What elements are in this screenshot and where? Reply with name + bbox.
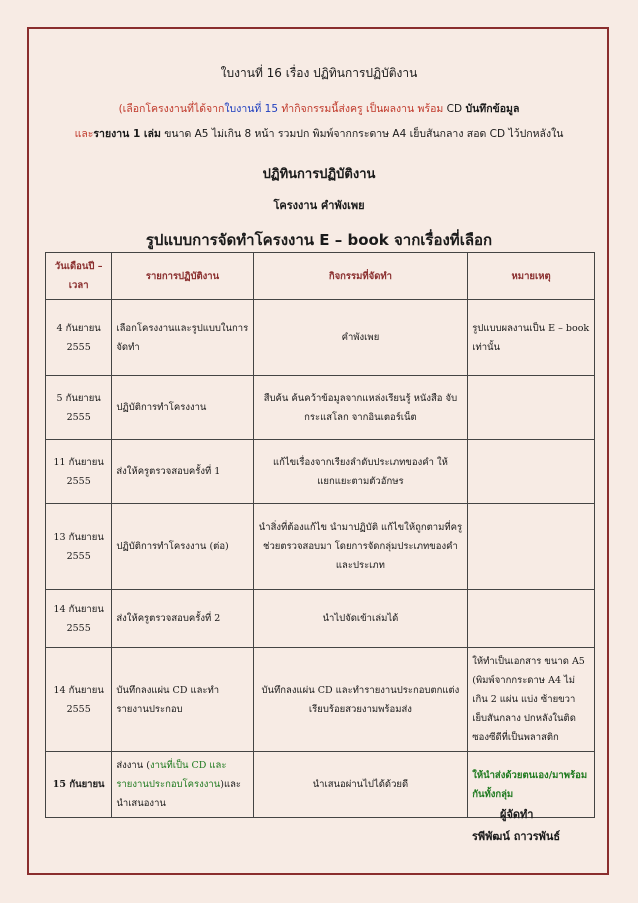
cell-note [468, 440, 595, 504]
worksheet-title: ใบงานที่ 16 เรื่อง ปฏิทินการปฏิบัติงาน [220, 66, 418, 80]
table-header-row [46, 253, 595, 300]
cell-date: 5 กันยายน 2555 [46, 376, 112, 440]
cell-activity: ปฏิบัติการทำโครงงาน (ต่อ) [112, 504, 253, 590]
instr1-d: CD [446, 103, 466, 115]
table-row [46, 590, 595, 648]
cell-event: สืบค้น ค้นคว้าข้อมูลจากแหล่งเรียนรู้ หนังสือ จับกระแสโลก จากอินเตอร์เน็ต [253, 376, 468, 440]
instr1-c: ทำกิจกรรมนี้ส่งครู เป็นผลงาน พร้อม [278, 103, 447, 115]
schedule-table [45, 252, 595, 818]
cell-activity: ส่งให้ครูตรวจสอบครั้งที่ 1 [112, 440, 253, 504]
project-name: โครงงาน คำพังเพย [273, 199, 365, 212]
cell-activity [112, 752, 253, 818]
instruction-line-1 [0, 100, 638, 117]
cell-date: 14 กันยายน 2555 [46, 590, 112, 648]
cell-event: นำไปจัดเข้าเล่มได้ [253, 590, 468, 648]
table-row [46, 376, 595, 440]
cell-activity: ปฏิบัติการทำโครงงาน [112, 376, 253, 440]
cell-date: 14 กันยายน 2555 [46, 648, 112, 752]
col-date: วันเดือนปี – เวลา [46, 253, 112, 300]
cell-note: ให้ทำเป็นเอกสาร ขนาด A5 (พิมพ์จากกระดาษ A4 ไม่เกิน 2 แผ่น แบ่ง ซ้ายขวา เย็บสันกลาง ปกหลังในติดซองซีดีที่เป็นพลาสติก [468, 648, 595, 752]
signature-name: รพีพัฒน์ ถาวรพันธ์ [472, 830, 561, 843]
table-row [46, 440, 595, 504]
table-row [46, 300, 595, 376]
table-row [46, 648, 595, 752]
instr2-c: ขนาด A5 ไม่เกิน 8 หน้า รวมปก พิมพ์จากกระดาษ A4 เย็บสันกลาง สอด CD ไว้ปกหลังใน [160, 128, 564, 140]
cell-event: บันทึกลงแผ่น CD และทำรายงานประกอบตกแต่งเรียบร้อยสวยงามพร้อมส่ง [253, 648, 468, 752]
cell-date: 11 กันยายน 2555 [46, 440, 112, 504]
cell-activity: ส่งให้ครูตรวจสอบครั้งที่ 2 [112, 590, 253, 648]
cell-event: นำสิ่งที่ต้องแก้ไข นำมาปฏิบัติ แก้ไขให้ถูกตามที่ครูช่วยตรวจสอบมา โดยการจัดกลุ่มประเภทของคำ และประเภท [253, 504, 468, 590]
signature-label: ผู้จัดทำ [500, 808, 534, 821]
instr1-e: บันทึกข้อมูล [465, 103, 520, 115]
cell-activity: เลือกโครงงานและรูปแบบในการจัดทำ [112, 300, 253, 376]
cell-note: ให้นำส่งด้วยตนเอง/มาพร้อมกันทั้งกลุ่ม [468, 752, 595, 818]
cell-event: แก้ไขเรื่องจากเรียงลำดับประเภทของคำ ให้แยกแยะตามตัวอักษร [253, 440, 468, 504]
instr2-b: รายงาน 1 เล่ม [93, 128, 161, 140]
col-activity: รายการปฏิบัติงาน [112, 253, 253, 300]
cell-date: 13 กันยายน 2555 [46, 504, 112, 590]
act-part-a: ส่งงาน ( [116, 760, 150, 771]
cell-note [468, 504, 595, 590]
format-heading: รูปแบบการจัดทำโครงงาน E – book จากเรื่องที่เลือก [145, 231, 493, 249]
instr1-b: ใบงานที่ 15 [224, 103, 279, 115]
table-row [46, 504, 595, 590]
instr2-a: และ [74, 128, 94, 140]
cell-note [468, 590, 595, 648]
cell-date: 15 กันยายน [46, 752, 112, 818]
cell-note: รูปแบบผลงานเป็น E – book เท่านั้น [468, 300, 595, 376]
cell-date: 4 กันยายน 2555 [46, 300, 112, 376]
cell-note [468, 376, 595, 440]
cell-event: นำเสนอผ่านไปได้ด้วยดี [253, 752, 468, 818]
act-part-b: งานที่เป็น CD และรายงานประกอบโครงงาน [116, 760, 227, 790]
col-event: กิจกรรมที่จัดทำ [253, 253, 468, 300]
cell-event: คำพังเพย [253, 300, 468, 376]
instruction-line-2 [0, 125, 638, 142]
cell-activity: บันทึกลงแผ่น CD และทำรายงานประกอบ [112, 648, 253, 752]
act-part-c: )และนำเสนองาน [116, 779, 241, 809]
instr1-a: (เลือกโครงงานที่ได้จาก [118, 103, 225, 115]
col-note: หมายเหตุ [468, 253, 595, 300]
section-heading: ปฏิทินการปฏิบัติงาน [262, 167, 376, 182]
